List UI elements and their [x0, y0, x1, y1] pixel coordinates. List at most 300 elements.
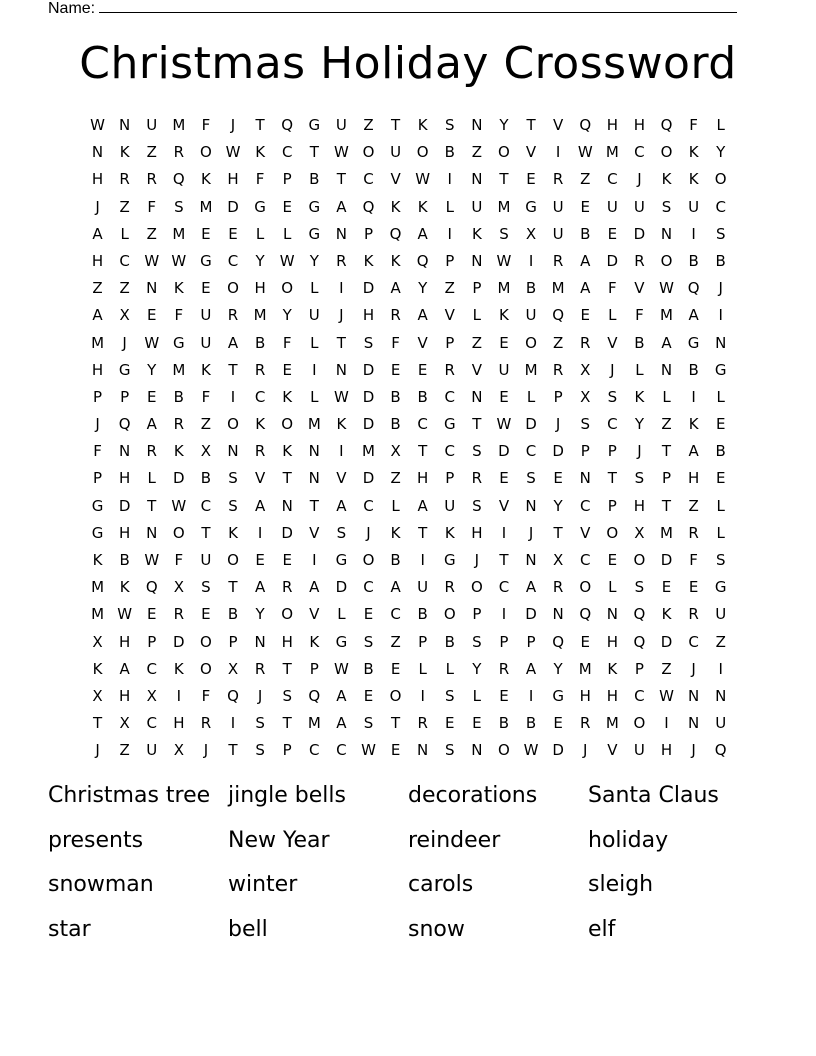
- grid-letter[interactable]: O: [281, 605, 294, 624]
- grid-letter[interactable]: S: [228, 469, 238, 488]
- grid-letter[interactable]: E: [390, 741, 401, 760]
- grid-letter[interactable]: P: [228, 632, 238, 651]
- grid-letter[interactable]: P: [120, 387, 130, 406]
- grid-letter[interactable]: B: [200, 469, 212, 488]
- grid-letter[interactable]: P: [418, 632, 428, 651]
- grid-letter[interactable]: S: [634, 578, 645, 597]
- grid-letter[interactable]: C: [254, 387, 266, 406]
- grid-letter[interactable]: Z: [661, 659, 672, 678]
- grid-letter[interactable]: P: [93, 469, 103, 488]
- grid-letter[interactable]: R: [254, 442, 266, 461]
- grid-letter[interactable]: P: [363, 224, 373, 243]
- grid-letter[interactable]: V: [607, 741, 618, 760]
- grid-letter[interactable]: B: [634, 333, 645, 352]
- grid-letter[interactable]: G: [443, 415, 456, 434]
- grid-letter[interactable]: A: [580, 279, 591, 298]
- grid-letter[interactable]: O: [498, 143, 510, 162]
- grid-letter[interactable]: N: [308, 469, 320, 488]
- grid-letter[interactable]: I: [230, 387, 236, 406]
- grid-letter[interactable]: O: [362, 143, 375, 162]
- grid-letter[interactable]: S: [363, 333, 374, 352]
- grid-letter[interactable]: T: [661, 442, 672, 461]
- grid-letter[interactable]: E: [499, 387, 509, 406]
- grid-letter[interactable]: K: [173, 442, 184, 461]
- grid-letter[interactable]: B: [173, 387, 184, 406]
- grid-letter[interactable]: J: [95, 741, 100, 760]
- grid-letter[interactable]: P: [580, 442, 590, 461]
- grid-letter[interactable]: K: [119, 578, 130, 597]
- grid-letter[interactable]: O: [200, 143, 212, 162]
- grid-letter[interactable]: E: [499, 333, 509, 352]
- grid-letter[interactable]: W: [279, 251, 295, 270]
- grid-letter[interactable]: A: [227, 333, 239, 352]
- grid-letter[interactable]: S: [580, 415, 590, 434]
- grid-letter[interactable]: K: [499, 306, 509, 325]
- grid-letter[interactable]: N: [417, 741, 429, 760]
- grid-letter[interactable]: Y: [147, 360, 157, 379]
- grid-letter[interactable]: I: [718, 306, 723, 325]
- grid-letter[interactable]: E: [472, 714, 482, 733]
- grid-letter[interactable]: B: [525, 714, 537, 733]
- grid-letter[interactable]: R: [471, 469, 483, 488]
- grid-letter[interactable]: Q: [227, 686, 239, 705]
- grid-letter[interactable]: A: [417, 306, 428, 325]
- grid-letter[interactable]: Y: [255, 605, 265, 624]
- grid-letter[interactable]: U: [552, 224, 564, 243]
- grid-letter[interactable]: T: [418, 523, 428, 542]
- grid-letter[interactable]: J: [637, 170, 642, 189]
- grid-letter[interactable]: P: [472, 279, 482, 298]
- grid-letter[interactable]: E: [607, 551, 618, 569]
- grid-letter[interactable]: I: [718, 659, 723, 678]
- grid-letter[interactable]: M: [524, 360, 538, 379]
- grid-letter[interactable]: P: [445, 333, 455, 352]
- grid-letter[interactable]: J: [637, 442, 642, 461]
- grid-letter[interactable]: T: [553, 523, 563, 542]
- grid-letter[interactable]: M: [172, 360, 186, 379]
- grid-letter[interactable]: K: [688, 415, 699, 434]
- grid-letter[interactable]: G: [118, 360, 131, 379]
- grid-letter[interactable]: U: [633, 741, 645, 760]
- grid-letter[interactable]: W: [171, 251, 187, 270]
- grid-letter[interactable]: P: [472, 605, 482, 624]
- grid-letter[interactable]: M: [172, 116, 186, 134]
- grid-letter[interactable]: D: [335, 578, 348, 597]
- grid-letter[interactable]: N: [119, 442, 131, 461]
- grid-letter[interactable]: K: [92, 659, 103, 678]
- grid-letter[interactable]: K: [363, 251, 374, 270]
- grid-letter[interactable]: I: [528, 686, 534, 705]
- grid-letter[interactable]: X: [390, 442, 401, 461]
- grid-letter[interactable]: O: [525, 333, 537, 352]
- grid-letter[interactable]: G: [335, 632, 348, 651]
- grid-letter[interactable]: X: [92, 686, 103, 705]
- grid-letter[interactable]: W: [117, 605, 133, 624]
- grid-letter[interactable]: G: [254, 197, 266, 216]
- grid-letter[interactable]: I: [501, 523, 507, 542]
- grid-letter[interactable]: A: [688, 306, 699, 325]
- grid-letter[interactable]: L: [716, 496, 725, 515]
- grid-letter[interactable]: Q: [416, 251, 429, 270]
- grid-letter[interactable]: C: [281, 143, 293, 162]
- grid-letter[interactable]: Q: [308, 686, 321, 705]
- grid-letter[interactable]: F: [201, 686, 211, 705]
- grid-letter[interactable]: E: [201, 224, 211, 243]
- grid-letter[interactable]: Z: [661, 415, 672, 434]
- grid-letter[interactable]: V: [471, 360, 482, 379]
- grid-letter[interactable]: F: [174, 551, 184, 569]
- grid-letter[interactable]: I: [339, 442, 344, 461]
- grid-letter[interactable]: U: [146, 741, 158, 760]
- grid-letter[interactable]: H: [606, 632, 618, 651]
- grid-letter[interactable]: E: [580, 632, 590, 651]
- grid-letter[interactable]: W: [496, 251, 512, 270]
- grid-letter[interactable]: H: [687, 469, 700, 488]
- grid-letter[interactable]: L: [716, 523, 725, 542]
- grid-letter[interactable]: R: [119, 170, 130, 189]
- grid-letter[interactable]: G: [714, 360, 727, 379]
- grid-letter[interactable]: T: [472, 415, 482, 434]
- grid-letter[interactable]: F: [174, 306, 184, 325]
- grid-letter[interactable]: L: [445, 659, 454, 678]
- grid-letter[interactable]: K: [119, 143, 130, 162]
- grid-letter[interactable]: H: [119, 632, 131, 651]
- grid-letter[interactable]: B: [715, 251, 726, 270]
- grid-letter[interactable]: U: [715, 714, 727, 733]
- grid-letter[interactable]: V: [580, 523, 591, 542]
- grid-letter[interactable]: A: [254, 496, 266, 515]
- grid-letter[interactable]: R: [336, 251, 347, 270]
- grid-letter[interactable]: A: [119, 659, 130, 678]
- grid-letter[interactable]: O: [281, 415, 294, 434]
- grid-letter[interactable]: D: [660, 551, 673, 569]
- grid-letter[interactable]: F: [282, 333, 292, 352]
- grid-letter[interactable]: R: [173, 415, 185, 434]
- grid-letter[interactable]: T: [526, 116, 536, 134]
- grid-letter[interactable]: Z: [580, 170, 591, 189]
- grid-letter[interactable]: V: [309, 605, 320, 624]
- grid-letter[interactable]: D: [552, 741, 564, 760]
- grid-letter[interactable]: B: [498, 714, 510, 733]
- grid-letter[interactable]: J: [95, 197, 100, 216]
- grid-letter[interactable]: O: [498, 741, 510, 760]
- grid-letter[interactable]: Q: [552, 632, 565, 651]
- grid-letter[interactable]: K: [607, 659, 618, 678]
- grid-letter[interactable]: E: [715, 415, 726, 434]
- grid-letter[interactable]: V: [634, 279, 645, 298]
- grid-letter[interactable]: V: [553, 116, 564, 134]
- grid-letter[interactable]: X: [580, 360, 591, 379]
- grid-letter[interactable]: J: [528, 523, 534, 542]
- grid-letter[interactable]: Y: [472, 659, 482, 678]
- grid-letter[interactable]: Q: [660, 116, 673, 134]
- grid-letter[interactable]: L: [635, 360, 644, 379]
- grid-letter[interactable]: B: [363, 659, 374, 678]
- grid-letter[interactable]: O: [281, 279, 294, 298]
- grid-letter[interactable]: Q: [714, 741, 727, 760]
- grid-letter[interactable]: K: [390, 251, 401, 270]
- grid-letter[interactable]: M: [253, 306, 267, 325]
- grid-letter[interactable]: W: [90, 116, 105, 134]
- grid-letter[interactable]: U: [525, 306, 537, 325]
- grid-letter[interactable]: R: [552, 170, 564, 189]
- grid-letter[interactable]: D: [633, 224, 646, 243]
- grid-letter[interactable]: S: [607, 387, 618, 406]
- grid-letter[interactable]: N: [471, 741, 483, 760]
- grid-letter[interactable]: N: [579, 469, 591, 488]
- grid-letter[interactable]: M: [497, 279, 511, 298]
- grid-letter[interactable]: O: [227, 415, 239, 434]
- grid-letter[interactable]: R: [146, 170, 157, 189]
- grid-letter[interactable]: U: [471, 197, 483, 216]
- grid-letter[interactable]: H: [606, 116, 618, 134]
- grid-letter[interactable]: C: [607, 415, 618, 434]
- grid-letter[interactable]: J: [718, 279, 723, 298]
- grid-letter[interactable]: E: [715, 469, 726, 488]
- grid-letter[interactable]: Z: [146, 143, 157, 162]
- grid-letter[interactable]: Z: [715, 632, 726, 651]
- grid-letter[interactable]: D: [227, 197, 239, 216]
- grid-letter[interactable]: E: [580, 197, 590, 216]
- grid-letter[interactable]: N: [660, 360, 673, 379]
- grid-letter[interactable]: J: [583, 741, 588, 760]
- grid-letter[interactable]: F: [201, 387, 211, 406]
- grid-letter[interactable]: S: [363, 714, 374, 733]
- grid-letter[interactable]: S: [228, 496, 238, 515]
- grid-letter[interactable]: M: [551, 279, 565, 298]
- grid-letter[interactable]: D: [606, 251, 619, 270]
- grid-letter[interactable]: H: [579, 686, 591, 705]
- grid-letter[interactable]: U: [688, 197, 700, 216]
- grid-letter[interactable]: P: [553, 387, 563, 406]
- grid-letter[interactable]: B: [525, 279, 537, 298]
- grid-letter[interactable]: Y: [553, 659, 563, 678]
- grid-letter[interactable]: H: [173, 714, 185, 733]
- grid-letter[interactable]: H: [633, 496, 646, 515]
- grid-letter[interactable]: L: [608, 578, 617, 597]
- grid-letter[interactable]: R: [634, 251, 645, 270]
- grid-letter[interactable]: R: [417, 714, 428, 733]
- grid-letter[interactable]: D: [362, 469, 375, 488]
- grid-letter[interactable]: I: [691, 224, 696, 243]
- grid-letter[interactable]: N: [525, 496, 537, 515]
- grid-letter[interactable]: V: [444, 306, 455, 325]
- grid-letter[interactable]: W: [577, 143, 593, 162]
- grid-letter[interactable]: M: [605, 714, 619, 733]
- grid-letter[interactable]: Q: [145, 578, 158, 597]
- grid-letter[interactable]: C: [688, 632, 699, 651]
- grid-letter[interactable]: O: [633, 551, 646, 569]
- grid-letter[interactable]: F: [608, 279, 617, 298]
- grid-letter[interactable]: C: [363, 496, 374, 515]
- grid-letter[interactable]: M: [91, 333, 105, 352]
- grid-letter[interactable]: U: [498, 360, 510, 379]
- grid-letter[interactable]: R: [200, 714, 212, 733]
- grid-letter[interactable]: K: [390, 197, 401, 216]
- grid-letter[interactable]: C: [498, 578, 510, 597]
- grid-letter[interactable]: G: [335, 551, 348, 569]
- grid-letter[interactable]: K: [173, 279, 184, 298]
- grid-letter[interactable]: K: [417, 116, 428, 134]
- grid-letter[interactable]: B: [580, 224, 591, 243]
- grid-letter[interactable]: Z: [688, 496, 699, 515]
- grid-letter[interactable]: W: [144, 551, 160, 569]
- grid-letter[interactable]: Z: [200, 415, 212, 434]
- grid-letter[interactable]: L: [255, 224, 265, 243]
- grid-letter[interactable]: Y: [499, 116, 509, 134]
- grid-letter[interactable]: O: [416, 143, 429, 162]
- grid-letter[interactable]: M: [362, 442, 375, 461]
- grid-letter[interactable]: E: [282, 551, 292, 569]
- grid-letter[interactable]: L: [418, 659, 427, 678]
- grid-letter[interactable]: M: [605, 143, 619, 162]
- grid-letter[interactable]: Q: [281, 116, 294, 134]
- grid-letter[interactable]: Z: [471, 143, 482, 162]
- grid-letter[interactable]: D: [362, 387, 375, 406]
- grid-letter[interactable]: N: [715, 333, 727, 352]
- grid-letter[interactable]: M: [307, 415, 321, 434]
- grid-letter[interactable]: H: [633, 116, 646, 134]
- grid-letter[interactable]: Z: [390, 469, 401, 488]
- grid-letter[interactable]: O: [714, 170, 727, 189]
- grid-letter[interactable]: Z: [146, 224, 157, 243]
- grid-letter[interactable]: J: [366, 523, 371, 542]
- grid-letter[interactable]: K: [201, 170, 211, 189]
- grid-letter[interactable]: W: [144, 251, 160, 270]
- grid-letter[interactable]: U: [200, 551, 212, 569]
- grid-letter[interactable]: A: [525, 659, 537, 678]
- grid-letter[interactable]: E: [282, 197, 292, 216]
- grid-letter[interactable]: Q: [633, 605, 646, 624]
- grid-letter[interactable]: R: [254, 659, 266, 678]
- grid-letter[interactable]: E: [146, 605, 157, 624]
- grid-letter[interactable]: E: [390, 360, 401, 379]
- grid-letter[interactable]: C: [634, 686, 645, 705]
- grid-letter[interactable]: S: [499, 224, 509, 243]
- grid-letter[interactable]: T: [309, 143, 319, 162]
- grid-letter[interactable]: K: [688, 143, 699, 162]
- grid-letter[interactable]: P: [93, 387, 103, 406]
- grid-letter[interactable]: S: [661, 197, 672, 216]
- grid-letter[interactable]: H: [227, 170, 239, 189]
- grid-letter[interactable]: L: [472, 306, 482, 325]
- grid-letter[interactable]: T: [336, 333, 346, 352]
- grid-letter[interactable]: S: [336, 523, 347, 542]
- grid-letter[interactable]: B: [254, 333, 266, 352]
- grid-letter[interactable]: A: [254, 578, 266, 597]
- grid-letter[interactable]: E: [499, 686, 509, 705]
- grid-letter[interactable]: C: [309, 741, 320, 760]
- grid-letter[interactable]: C: [336, 741, 347, 760]
- grid-letter[interactable]: D: [525, 605, 537, 624]
- grid-letter[interactable]: T: [282, 714, 292, 733]
- grid-letter[interactable]: P: [445, 251, 455, 270]
- grid-letter[interactable]: Y: [309, 251, 319, 270]
- grid-letter[interactable]: Z: [553, 333, 564, 352]
- grid-letter[interactable]: I: [257, 523, 263, 542]
- grid-letter[interactable]: J: [95, 415, 100, 434]
- grid-letter[interactable]: O: [579, 578, 592, 597]
- grid-letter[interactable]: N: [660, 224, 673, 243]
- grid-letter[interactable]: S: [715, 551, 726, 569]
- grid-letter[interactable]: U: [606, 197, 618, 216]
- grid-letter[interactable]: S: [201, 578, 211, 597]
- grid-letter[interactable]: C: [227, 251, 239, 270]
- grid-letter[interactable]: I: [528, 251, 534, 270]
- grid-letter[interactable]: L: [526, 387, 536, 406]
- grid-letter[interactable]: H: [417, 469, 429, 488]
- grid-letter[interactable]: J: [691, 659, 696, 678]
- grid-letter[interactable]: N: [335, 224, 347, 243]
- grid-letter[interactable]: M: [497, 197, 511, 216]
- grid-letter[interactable]: H: [119, 469, 131, 488]
- grid-letter[interactable]: X: [146, 686, 157, 705]
- grid-letter[interactable]: D: [281, 523, 293, 542]
- grid-letter[interactable]: K: [417, 197, 428, 216]
- grid-letter[interactable]: C: [146, 659, 157, 678]
- grid-letter[interactable]: I: [501, 605, 507, 624]
- grid-letter[interactable]: X: [227, 659, 239, 678]
- grid-letter[interactable]: V: [309, 523, 320, 542]
- grid-letter[interactable]: C: [715, 197, 726, 216]
- grid-letter[interactable]: M: [199, 197, 213, 216]
- grid-letter[interactable]: E: [688, 578, 699, 597]
- grid-letter[interactable]: G: [91, 523, 104, 542]
- grid-letter[interactable]: O: [227, 279, 239, 298]
- grid-letter[interactable]: F: [689, 116, 698, 134]
- grid-letter[interactable]: U: [200, 306, 212, 325]
- grid-letter[interactable]: T: [201, 523, 211, 542]
- grid-letter[interactable]: T: [282, 659, 292, 678]
- grid-letter[interactable]: N: [471, 170, 483, 189]
- grid-letter[interactable]: Z: [444, 279, 455, 298]
- grid-letter[interactable]: N: [715, 686, 727, 705]
- grid-letter[interactable]: E: [417, 360, 428, 379]
- grid-letter[interactable]: H: [119, 523, 131, 542]
- grid-letter[interactable]: T: [147, 496, 157, 515]
- grid-letter[interactable]: P: [282, 741, 292, 760]
- grid-letter[interactable]: E: [553, 469, 563, 488]
- grid-letter[interactable]: I: [176, 686, 182, 705]
- grid-letter[interactable]: S: [472, 496, 482, 515]
- grid-letter[interactable]: B: [688, 360, 699, 379]
- grid-letter[interactable]: K: [688, 170, 699, 189]
- grid-letter[interactable]: P: [607, 496, 617, 515]
- grid-letter[interactable]: H: [606, 686, 618, 705]
- grid-letter[interactable]: K: [173, 659, 184, 678]
- grid-letter[interactable]: T: [228, 741, 238, 760]
- grid-letter[interactable]: I: [664, 714, 669, 733]
- grid-letter[interactable]: J: [691, 741, 696, 760]
- grid-letter[interactable]: C: [146, 714, 157, 733]
- grid-letter[interactable]: S: [445, 741, 455, 760]
- grid-letter[interactable]: Q: [172, 170, 185, 189]
- grid-letter[interactable]: A: [309, 578, 320, 597]
- grid-letter[interactable]: D: [362, 279, 375, 298]
- grid-letter[interactable]: H: [281, 632, 293, 651]
- grid-letter[interactable]: A: [336, 686, 347, 705]
- grid-letter[interactable]: A: [336, 197, 347, 216]
- grid-letter[interactable]: W: [225, 143, 241, 162]
- grid-letter[interactable]: W: [333, 387, 349, 406]
- grid-letter[interactable]: S: [472, 632, 482, 651]
- grid-letter[interactable]: W: [361, 741, 376, 760]
- grid-letter[interactable]: R: [552, 578, 564, 597]
- name-underline[interactable]: [99, 0, 737, 13]
- grid-letter[interactable]: V: [336, 469, 347, 488]
- grid-letter[interactable]: P: [147, 632, 157, 651]
- grid-letter[interactable]: X: [634, 523, 645, 542]
